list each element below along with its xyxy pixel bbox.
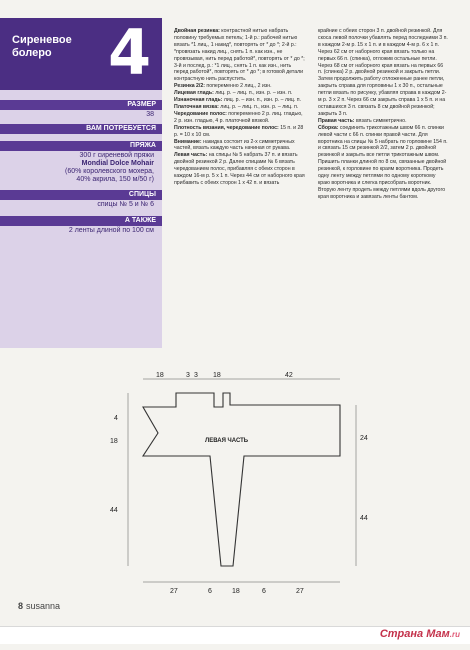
dim-bottom-3: 18 xyxy=(232,588,240,595)
yarn-line-3: (60% королевского мохера, xyxy=(64,168,154,175)
text: 15 п. и 28 р. = 10 х 10 см. xyxy=(174,124,304,138)
term: Изнаночная гладь: xyxy=(174,97,223,104)
size-heading: РАЗМЕР xyxy=(0,100,162,110)
text: соединить трикотажным швом 66 п. спинки левой части с 66 п. спинки правой части. Для воротника на спицы № 5 набрать по горловине 154 п. и связать 15 см резинкой 2/2, затем 2 р. двойной резинкой и закрыть все петли трикотажным швом. Пришить планки длиной по 8 см, связанные двойной резинкой, к горловине по краям воротника. Продеть одну ленту между петлями по одному короткому краю воротника и слегка присобрать воротник. Вторую ленту продеть между петлями вдоль другого края воротника и завязать ленты бантом. xyxy=(318,124,448,200)
text: на спицы № 5 набрать 37 п. и вязать двойной резинкой 2 р. Далее спицами № 6 вязать чередованием полос, прибавляя с обеих сторон в каждом 16-м р. 5 х 1 п. Через 44 см от наборного края прибавить с обеих сторон 1 х 42 п. и вязать xyxy=(174,152,305,186)
pattern-number: 4 xyxy=(108,16,152,89)
site-watermark xyxy=(380,628,460,640)
text: лиц. р. – изн. п., изн. р. – лиц. п. xyxy=(222,97,302,104)
text: накидка состоит из 2-х симметричных частей, вязать каждую часть начиная от рукава. xyxy=(174,138,295,152)
dim-right-2: 44 xyxy=(360,515,368,522)
needles-heading: СПИЦЫ xyxy=(0,190,162,200)
text: попеременно 2 лиц., 2 изн. xyxy=(204,83,272,90)
dim-top-3: 3 xyxy=(194,372,198,379)
term: Лицевая гладь: xyxy=(174,90,214,97)
term: Внимание: xyxy=(174,138,202,145)
term: Правая часть: xyxy=(318,117,355,124)
watermark-domain: .ru xyxy=(449,630,460,639)
extras-heading: А ТАКЖЕ xyxy=(0,216,162,226)
instructions-column-1 xyxy=(174,28,306,187)
term: Платочная вязка: xyxy=(174,103,219,110)
term: Чередование полос: xyxy=(174,110,227,117)
text: лиц. р. – лиц. п., изн. р. – лиц. п. xyxy=(218,103,299,110)
piece-outline xyxy=(143,393,340,566)
dim-left-1: 4 xyxy=(114,415,118,422)
instructions-column-2 xyxy=(318,28,448,201)
needles-value: спицы № 5 и № 6 xyxy=(97,201,154,208)
text: крайние с обеих сторон 3 п. двойной резинкой. Для скоса левой полочки убавлять перед последними 3 п. в каждом 2-м р. 15 х 1 п. и в каждом 4-м р. 6 х 1 п. Через 62 см от наборного края вязать только на первых 66 п. (спинка), отложив остальные петли. Через 68 см от наборного края вязать на первых 66 п. (спинка) 2 р. двойной резинкой и закрыть петли. Затем продолжить работу отложенные ранее петли, закрыть справа для горловины 1 х 30 п., остальные петли вязать по рисунку, убавляя справа в каждом 2-м р. 3 х 2 п. Через 66 см закрыть справа 1 х 5 п. и на оставшихся 3 п. связать 8 см двойной резинкой; закрыть 3 п. xyxy=(318,28,448,117)
dim-bottom-2: 6 xyxy=(208,588,212,595)
extras-value: 2 ленты длиной по 100 см xyxy=(68,227,154,234)
yarn-heading: ПРЯЖА xyxy=(0,141,162,151)
page-number xyxy=(18,601,23,611)
dim-top-4: 18 xyxy=(213,372,221,379)
term: Резинка 2/2: xyxy=(174,83,205,90)
text: попеременно 2 р. лиц. гладью, 2 р. изн. гладью, 4 р. платочной вязкой. xyxy=(174,110,303,124)
dim-left-2: 18 xyxy=(110,438,118,445)
piece-title: ЛЕВАЯ ЧАСТЬ xyxy=(205,438,249,444)
materials-heading: ВАМ ПОТРЕБУЕТСЯ xyxy=(0,124,162,134)
pattern-title: Сиреневое болеро xyxy=(12,34,72,59)
dim-bottom-4: 6 xyxy=(262,588,266,595)
watermark-site: Страна Мам xyxy=(379,628,450,640)
text: лиц. р. – лиц. п., изн. р. – изн. п. xyxy=(213,90,293,97)
page-number-value: 8 xyxy=(18,601,24,611)
dim-bottom-1: 27 xyxy=(170,588,178,595)
term: Плотность вязания, чередование полос: xyxy=(174,124,279,131)
term: Сборка: xyxy=(318,124,339,131)
term: Двойная резинка: xyxy=(174,28,220,34)
dim-left-3: 44 xyxy=(110,507,118,514)
yarn-line-1: 300 г сиреневой пряжи xyxy=(79,152,154,159)
dim-top-5: 42 xyxy=(285,372,293,379)
dim-right-1: 24 xyxy=(360,435,368,442)
dim-top-2: 3 xyxy=(186,372,190,379)
text: вязать симметрично. xyxy=(354,117,407,124)
term: Левая часть: xyxy=(174,152,208,159)
yarn-line-2: Mondial Dolce Mohair xyxy=(81,160,154,167)
text: контрастной нитью набрать половину требуемых петель; 1-й р.: рабочей нитью вязать *1 лиц., 1 накид*, повторять от * до *; 2-й р.: *провязать накид лиц., снять 1 п. как изн., не провязывая, нить перед работой*, повторять от * до *; 3-й и послед. р.: *1 лиц., снять 1 п. как изн., нить перед работой*, повторять от * до *; в готовой детали контрастную нить распустить. xyxy=(174,28,305,83)
size-value: 38 xyxy=(146,111,154,118)
dim-top-1: 18 xyxy=(156,372,164,379)
pattern-schematic xyxy=(0,360,470,600)
yarn-line-4: 40% акрила, 150 м/50 г) xyxy=(76,176,154,183)
magazine-brand: susanna xyxy=(26,601,61,611)
dim-bottom-5: 27 xyxy=(296,588,304,595)
